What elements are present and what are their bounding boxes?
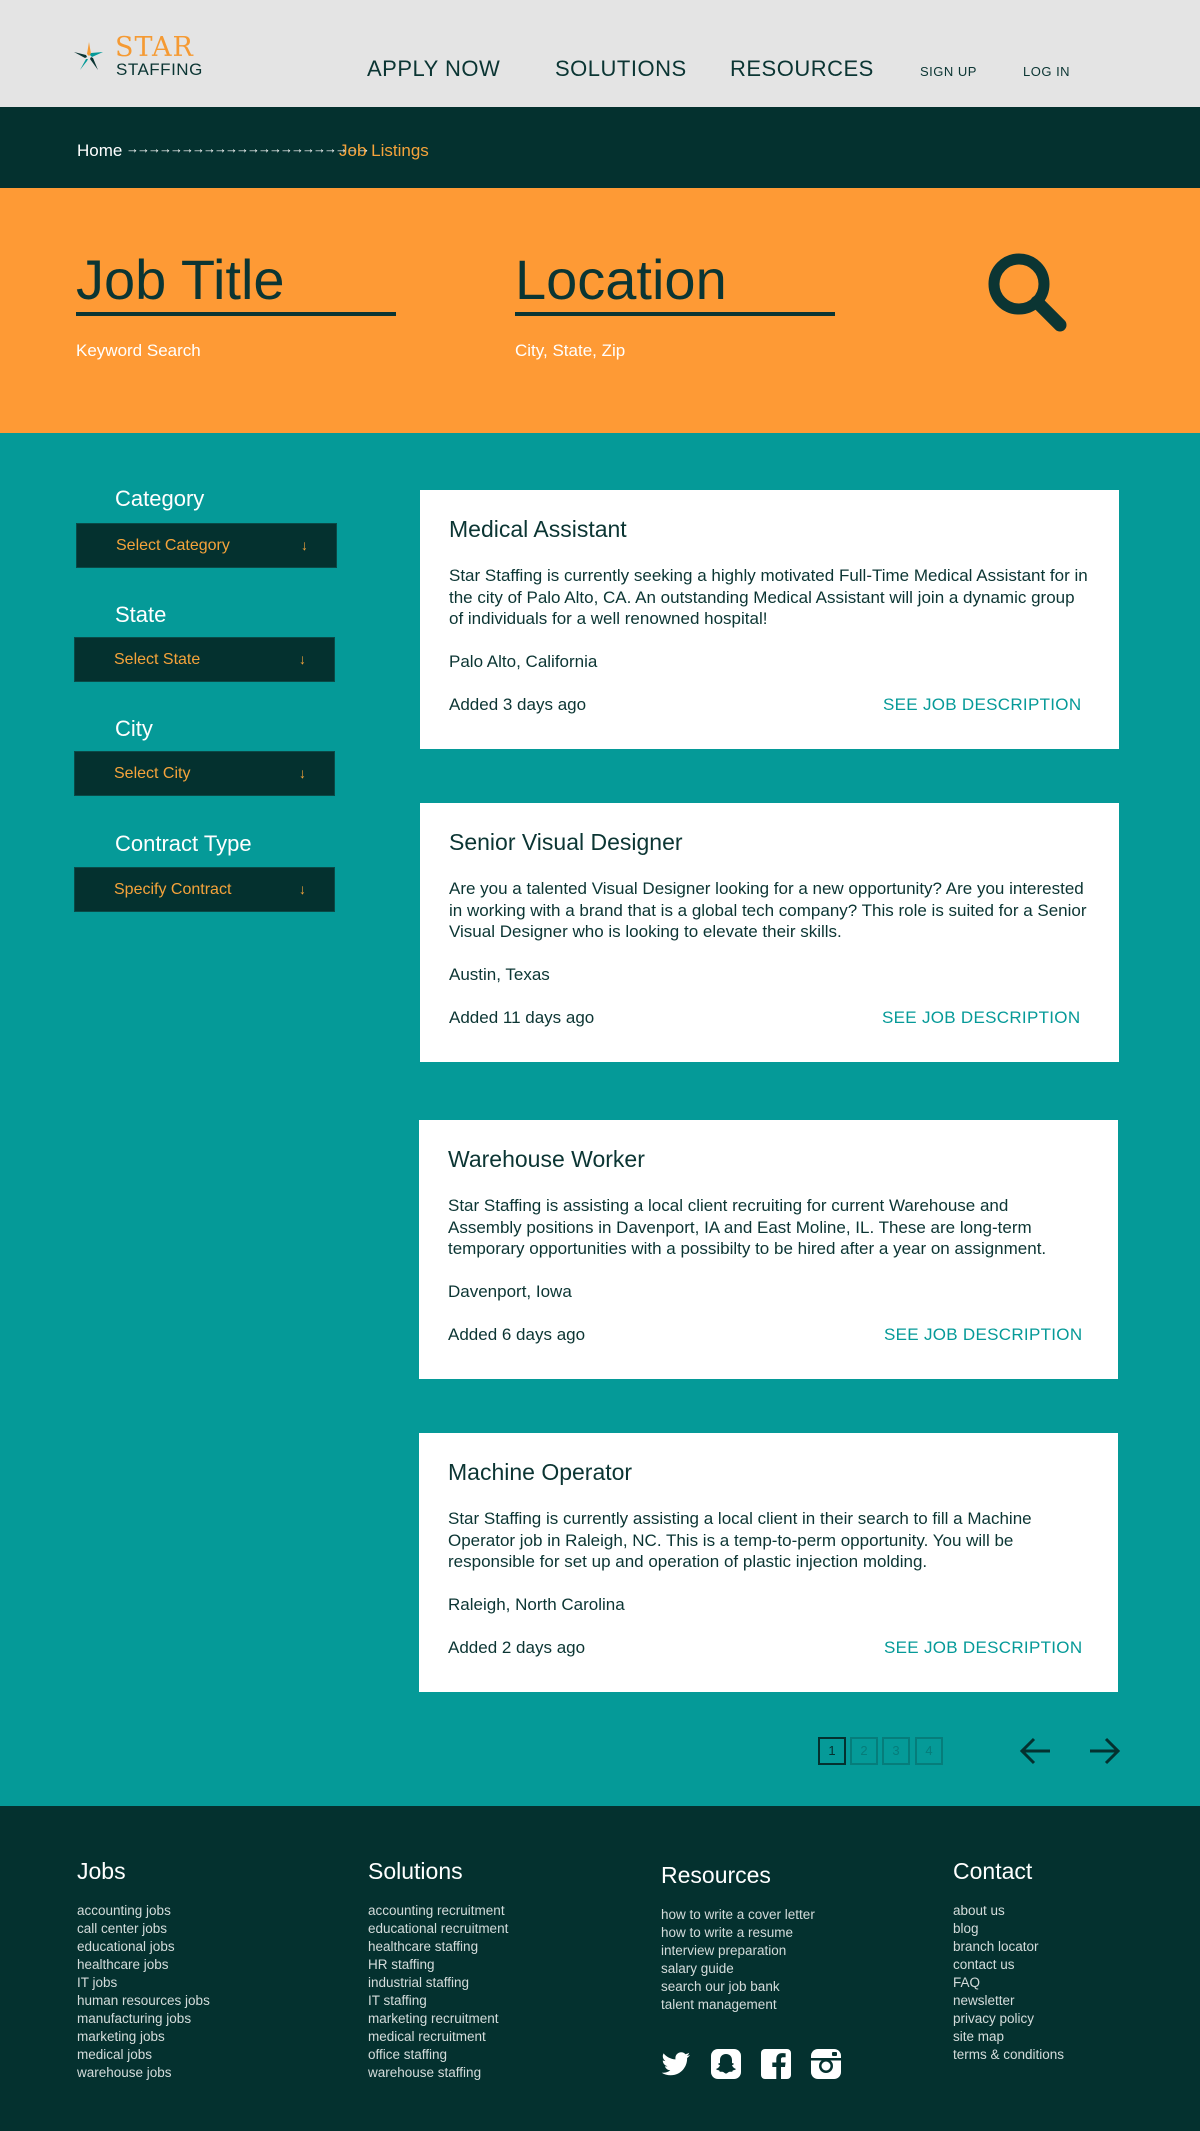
twitter-icon[interactable] [660,2048,692,2080]
footer-link[interactable]: educational recruitment [368,1921,509,1936]
logo-wordmark-star: STAR [115,32,194,63]
job-description: Star Staffing is assisting a local client recruiting for current Warehouse and Assembly positions in Davenport, IA and East Moline, IL. These are long-term temporary opportunities with a possibilty to be hired after a year on assignment. [448,1196,1047,1258]
job-description: Star Staffing is currently seeking a highly motivated Full-Time Medical Assistant for in the city of Palo Alto, CA. An outstanding Medical Assistant will join a dynamic group of individuals for a well renowned hospital! [449,566,1088,628]
footer-link[interactable]: about us [953,1903,1005,1918]
contract-select-value: Specify Contract [114,881,232,898]
footer-link[interactable]: call center jobs [77,1921,168,1936]
footer-link[interactable]: office staffing [368,2047,448,2062]
footer-link[interactable]: marketing recruitment [368,2011,499,2026]
job-title[interactable]: Warehouse Worker [448,1146,645,1172]
footer-resources-list [661,1906,815,2014]
filter-label-city: City [115,716,153,741]
see-job-description-link[interactable]: SEE JOB DESCRIPTION [883,695,1082,714]
logo-wordmark-staffing: STAFFING [116,60,203,79]
job-title[interactable]: Machine Operator [448,1459,633,1485]
breadcrumb-home[interactable]: Home [77,141,123,160]
footer-link[interactable]: interview preparation [661,1943,787,1958]
footer-link[interactable]: healthcare staffing [368,1939,479,1954]
footer-link[interactable]: salary guide [661,1961,734,1976]
job-card [420,490,1119,749]
footer-link[interactable]: contact us [953,1957,1015,1972]
snapchat-icon[interactable] [710,2048,742,2080]
footer-link[interactable]: talent management [661,1997,777,2012]
chevron-down-icon: ↓ [299,651,306,667]
page-button-1[interactable]: 1 [818,1737,846,1765]
footer-link[interactable]: search our job bank [661,1979,780,1994]
location-input[interactable] [515,246,835,316]
footer-link[interactable]: accounting jobs [77,1903,171,1918]
footer-link[interactable]: terms & conditions [953,2047,1065,2062]
footer-link[interactable]: privacy policy [953,2011,1035,2026]
page-button-2[interactable]: 2 [850,1737,878,1765]
filter-label-contract-type: Contract Type [115,831,252,856]
footer-link[interactable]: warehouse staffing [368,2065,482,2080]
category-select[interactable] [76,523,337,568]
see-job-description-link[interactable]: SEE JOB DESCRIPTION [882,1008,1081,1027]
search-icon[interactable] [985,250,1070,335]
job-location: Palo Alto, California [449,652,598,671]
page-button-3[interactable]: 3 [882,1737,910,1765]
see-job-description-link[interactable]: SEE JOB DESCRIPTION [884,1638,1083,1657]
footer-link[interactable]: FAQ [953,1975,981,1990]
footer-link[interactable]: industrial staffing [368,1975,470,1990]
job-title[interactable]: Medical Assistant [449,516,627,542]
footer-link[interactable]: newsletter [953,1993,1015,2008]
facebook-icon[interactable] [760,2048,792,2080]
footer-heading-resources: Resources [661,1862,771,1888]
sign-up-link[interactable]: SIGN UP [920,64,977,79]
job-added-date: Added 2 days ago [448,1638,586,1657]
breadcrumb [0,107,1200,188]
footer-solutions-list [368,1902,508,2082]
job-location: Raleigh, North Carolina [448,1595,625,1614]
footer-link[interactable]: marketing jobs [77,2029,165,2044]
job-title-input[interactable] [76,246,396,316]
filter-label-state: State [115,602,167,627]
footer-link[interactable]: accounting recruitment [368,1903,505,1918]
job-card [420,803,1119,1062]
page-button-4[interactable]: 4 [915,1737,943,1765]
city-select[interactable] [74,751,335,796]
footer-link[interactable]: how to write a resume [661,1925,794,1940]
see-job-description-link[interactable]: SEE JOB DESCRIPTION [884,1325,1083,1344]
arrow-left-icon[interactable] [1018,1733,1054,1769]
footer-link[interactable]: human resources jobs [77,1993,210,2008]
chevron-down-icon: ↓ [301,537,308,553]
nav-apply-now[interactable]: APPLY NOW [367,56,501,81]
arrow-right-icon[interactable] [1086,1733,1122,1769]
job-location: Austin, Texas [449,965,550,984]
footer-link[interactable]: branch locator [953,1939,1039,1954]
chevron-down-icon: ↓ [299,881,306,897]
state-select[interactable] [74,637,335,682]
footer-link[interactable]: manufacturing jobs [77,2011,192,2026]
filter-label-category: Category [115,486,205,511]
job-location: Davenport, Iowa [448,1282,572,1301]
job-added-date: Added 3 days ago [449,695,587,714]
instagram-icon[interactable] [810,2048,842,2080]
footer-link[interactable]: medical recruitment [368,2029,486,2044]
footer-link[interactable]: site map [953,2029,1005,2044]
nav-resources[interactable]: RESOURCES [730,56,874,81]
job-added-date: Added 6 days ago [448,1325,586,1344]
breadcrumb-current[interactable]: Job Listings [339,141,429,160]
footer-heading-solutions: Solutions [368,1858,463,1884]
job-card [419,1120,1118,1379]
site-header [0,0,1200,107]
search-band [0,188,1200,433]
nav-solutions[interactable]: SOLUTIONS [555,56,687,81]
footer-link[interactable]: medical jobs [77,2047,153,2062]
footer-link[interactable]: HR staffing [368,1957,435,1972]
state-select-value: Select State [114,651,201,668]
job-card [419,1433,1118,1692]
footer-link[interactable]: warehouse jobs [77,2065,172,2080]
job-description: Star Staffing is currently assisting a local client in their search to fill a Machine Operator job in Raleigh, NC. This is a temp-to-perm opportunity. You will be responsible for set up and operation of plastic injection molding. [448,1509,1032,1571]
star-logo-icon [72,40,106,74]
breadcrumb-separator: →→→→→→→→→→→→→→→→→→→→→→ [126,141,368,156]
footer-heading-contact: Contact [953,1858,1033,1884]
log-in-link[interactable]: LOG IN [1023,64,1071,79]
job-title-hint: Keyword Search [76,341,201,360]
location-hint: City, State, Zip [515,341,626,360]
footer-jobs-list [77,1902,210,2082]
category-select-value: Select Category [116,537,230,554]
footer-link[interactable]: educational jobs [77,1939,175,1954]
footer-link[interactable]: how to write a cover letter [661,1907,815,1922]
footer-link[interactable]: IT jobs [77,1975,118,1990]
footer-link[interactable]: blog [953,1921,979,1936]
contract-select[interactable] [74,867,335,912]
footer-link[interactable]: IT staffing [368,1993,427,2008]
city-select-value: Select City [114,765,191,782]
footer-contact-list [953,1902,1064,2064]
chevron-down-icon: ↓ [299,765,306,781]
job-added-date: Added 11 days ago [449,1008,595,1027]
job-description: Are you a talented Visual Designer looking for a new opportunity? Are you interested in working with a brand that is a global tech company? This role is suited for a Senior Visual Designer who is looking to elevate their skills. [449,879,1087,941]
logo[interactable] [72,32,203,86]
job-title[interactable]: Senior Visual Designer [449,829,683,855]
footer-link[interactable]: healthcare jobs [77,1957,169,1972]
footer-heading-jobs: Jobs [77,1858,126,1884]
